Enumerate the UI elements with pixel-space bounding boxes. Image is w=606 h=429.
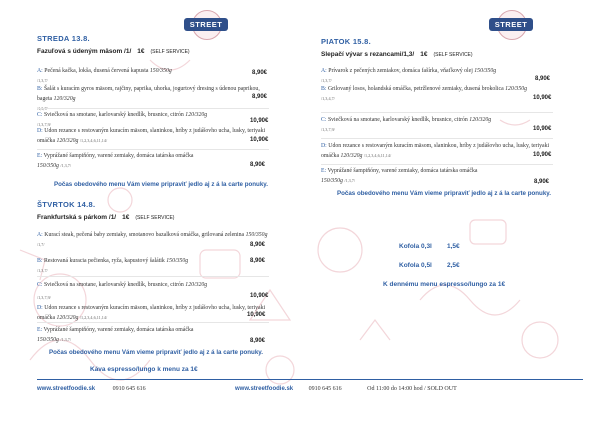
- price: 10,90€: [533, 95, 552, 101]
- soup-note: (SELF SERVICE): [150, 49, 190, 55]
- footer-left: [37, 386, 146, 392]
- soup-price: 1€: [122, 214, 130, 221]
- soup-line: [37, 214, 174, 221]
- menu-item: E: Vyprážané šampiňóny, varené zemiaky, domáca tatárska omáčka 150/350g /1,3,7/: [37, 153, 194, 169]
- day-title-friday: PIATOK 15.8.: [321, 37, 372, 46]
- price: 8,90€: [250, 162, 266, 168]
- menu-item: B: Restovaná kuracia pečienka, ryža, kapustový šalátik 150/350g /1,3,7/: [37, 258, 189, 273]
- day-title-thursday: ŠTVRTOK 14.8.: [37, 200, 96, 209]
- opening-hours: Od 11:00 do 14:00 hod / SOLD OUT: [367, 386, 457, 392]
- soup-name: Fazuľová s údeným mäsom /1/: [37, 48, 132, 55]
- phone-number: 0910 645 616: [308, 386, 342, 392]
- kofola-label: Kofola 0,5l: [399, 262, 432, 269]
- soup-line: [37, 48, 190, 55]
- separator: [37, 276, 269, 277]
- kofola-price: 2,5€: [447, 262, 460, 269]
- menu-item: E: Vyprážané šampiňóny, varené zemiaky, domáca tatárska omáčka 150/350g /1,3,7/: [37, 327, 194, 343]
- menu-item: A: Prívarok z pečených zemiakov, domáca fašírka, vňaťkový olej 150/350g /1,3,7/: [321, 68, 497, 83]
- price: 8,90€: [250, 242, 266, 248]
- footer-line: [37, 379, 303, 380]
- separator: [37, 322, 269, 323]
- price: 8,90€: [250, 258, 266, 264]
- menu-item: B: Grilovaný losos, holandská omáčka, petržlenové zemiaky, dusená brokolica 120/350g /1,3,4,7/: [321, 86, 528, 101]
- separator: [37, 108, 269, 109]
- website-link[interactable]: www.streetfoodie.sk: [235, 386, 294, 392]
- separator: [321, 112, 553, 113]
- menu-item: D: Udon rezance s restovaným kuracím mäsom, slaninkou, hríby z judášovho ucha, lusky, teriyaki omáčka 120/320g /1,2,3,4,6,11,14/: [37, 128, 266, 144]
- price: 10,90€: [533, 126, 552, 132]
- menu-item: D: Udon rezance s restovaným kuracím mäsom, slaninkou, hríby z judášovho ucha, lusky, teriyaki omáčka 120/320g /1,2,3,4,6,11,14/: [321, 143, 550, 159]
- price: 8,90€: [252, 94, 268, 100]
- price: 8,90€: [250, 338, 266, 344]
- menu-item: C: Sviečková na smotane, karlovarský knedlík, brusnice, citrón 120/320g /1,3,7,9/: [37, 112, 208, 127]
- a-la-carte-note: Počas obedového menu Vám vieme pripraviť jedlo aj z á la carte ponuky.: [54, 181, 268, 188]
- street-foodie-logo: STREET: [184, 10, 240, 42]
- menu-item: C: Sviečková na smotane, karlovarský knedlík, brusnice, citrón 120/320g: [37, 282, 208, 288]
- price: 8,90€: [535, 76, 551, 82]
- separator: [321, 138, 553, 139]
- street-foodie-logo: STREET: [489, 10, 545, 42]
- price: 8,90€: [252, 70, 268, 76]
- separator: [321, 164, 553, 165]
- footer-right: [235, 386, 457, 392]
- right-menu-page: [235, 0, 606, 429]
- soup-note: (SELF SERVICE): [135, 215, 175, 221]
- kofola-price: 1,5€: [447, 243, 460, 250]
- price: 10,90€: [250, 137, 269, 143]
- soup-price: 1€: [420, 51, 428, 58]
- price: 10,90€: [250, 118, 269, 124]
- menu-item: B: Šalát s kuracím gyros mäsom, rajčiny, paprika, uhorka, jogurtový dresing s údenou paprikou, bageta 120/320g /1,3,7/: [37, 86, 260, 111]
- soup-line: [321, 51, 473, 58]
- a-la-carte-note: Počas obedového menu Vám vieme pripraviť jedlo aj z á la carte ponuky.: [49, 349, 263, 356]
- day-title-wednesday: STREDA 13.8.: [37, 34, 90, 43]
- soup-name: Frankfurtská s párkom /1/: [37, 214, 117, 221]
- soup-price: 1€: [137, 48, 145, 55]
- coffee-offer: Káva espresso/lungo k menu za 1€: [90, 366, 198, 373]
- soup-note: (SELF SERVICE): [433, 52, 473, 58]
- kofola-label: Kofola 0,3l: [399, 243, 432, 250]
- menu-item: C: Sviečková na smotane, karlovarský knedlík, brusnice, citrón 120/320g /1,3,7,9/: [321, 117, 492, 132]
- footer-line: [303, 379, 583, 380]
- price: 10,90€: [250, 293, 269, 299]
- a-la-carte-note: Počas obedového menu Vám vieme pripraviť jedlo aj z á la carte ponuky.: [337, 190, 551, 197]
- price: 10,90€: [247, 312, 266, 318]
- coffee-offer: K dennému menu espresso/lungo za 1€: [383, 281, 506, 288]
- phone-number: 0910 645 616: [112, 386, 146, 392]
- menu-item: A: Pečená kačka, lokša, dusená červená kapusta 150/350g /1,3,7/: [37, 68, 172, 83]
- soup-name: Slepačí vývar s rezancami/1,3/: [321, 51, 415, 58]
- menu-item: E: Vyprážané šampiňóny, varené zemiaky, domáca tatárska omáčka 150/350g /1,3,7/: [321, 168, 478, 184]
- price: 10,90€: [533, 152, 552, 158]
- menu-item: A: Kurací steak, pečená baby zemiaky, smotanovo bazalková omáčka, grilovaná zelenina 150/350g /1,7/: [37, 232, 268, 247]
- website-link[interactable]: www.streetfoodie.sk: [37, 386, 96, 392]
- separator: [37, 149, 269, 150]
- menu-item: /1,3,7,9/ D: Udon rezance s restovaným kuracím mäsom, slaninkou, hríby z judášovho ucha, lusky, teriyaki omáčka 120/320g /1,2,3,4,6,11,14/: [37, 295, 266, 321]
- price: 8,90€: [534, 179, 550, 185]
